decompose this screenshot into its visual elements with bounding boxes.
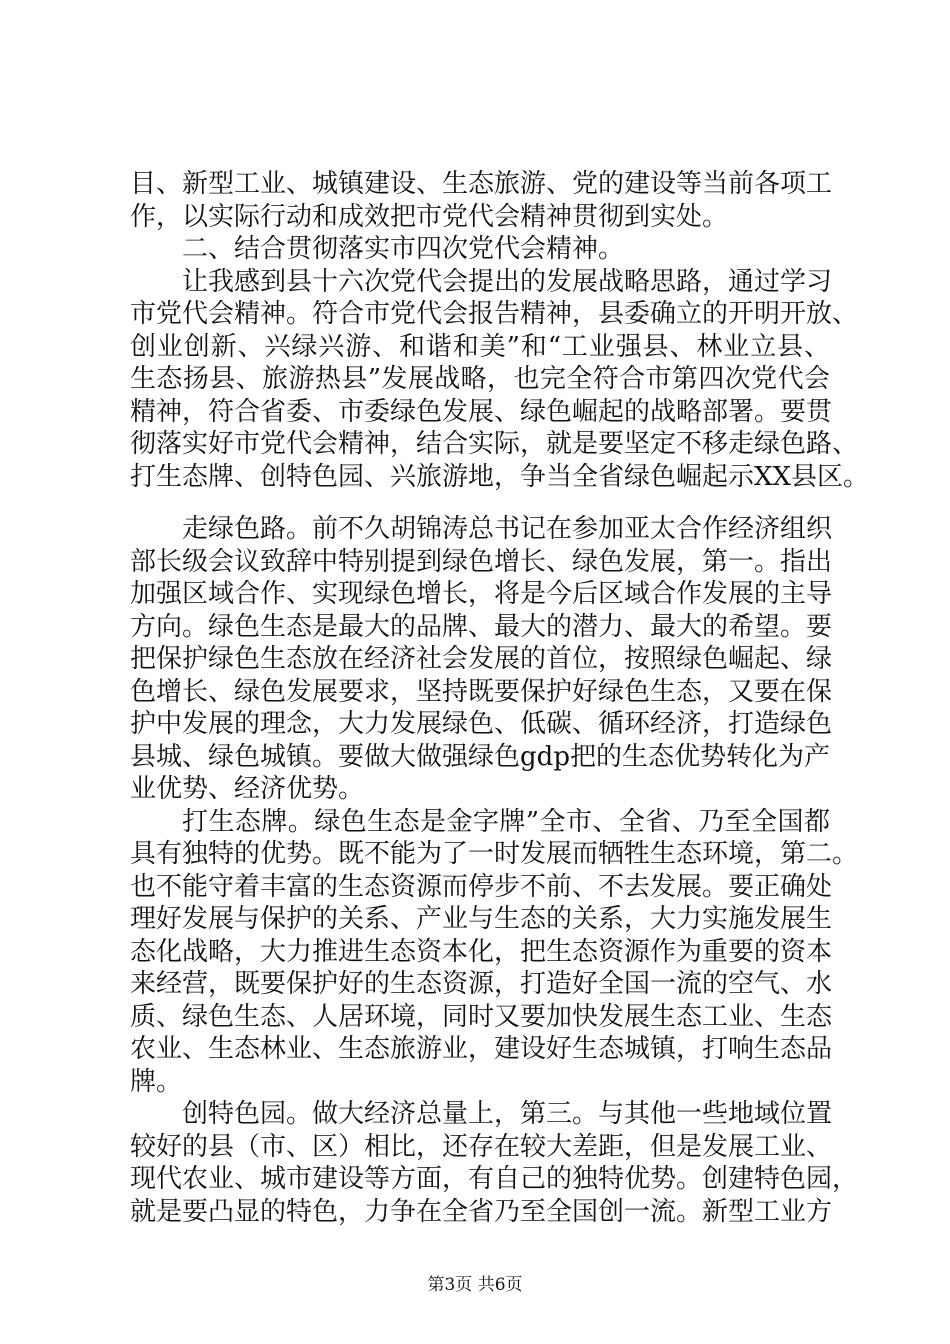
text-line: 就是要凸显的特色，力争在全省乃至全国创一流。新型工业方 [130,1196,833,1227]
text-line: 精神，符合省委、市委绿色发展、绿色崛起的战略部署。要贯 [130,396,833,427]
text-line: 来经营，既要保护好的生态资源，打造好全国一流的空气、水 [130,969,833,999]
text-line: 态化战略，大力推进生态资本化，把生态资源作为重要的资本 [130,936,833,967]
text-line: 也不能守着丰富的生态资源而停步不前、不去发展。要正确处 [130,871,833,902]
text-line: 质、绿色生态、人居环境，同时又要加快发展生态工业、生态 [130,1001,833,1032]
text-line: 让我感到县十六次党代会提出的发展战略思路，通过学习 [182,266,833,297]
text-line: 走绿色路。前不久胡锦涛总书记在参加亚太合作经济组织 [182,514,833,544]
text-line: 色增长、绿色发展要求，坚持既要保护好绿色生态，又要在保 [130,676,833,707]
text-line: 部长级会议致辞中特别提到绿色增长、绿色发展，第一。指出 [130,546,833,577]
text-line: 具有独特的优势。既不能为了一时发展而牺牲生态环境，第二。 [130,839,859,869]
document-body [130,168,870,1228]
text-line: 创特色园。做大经济总量上，第三。与其他一些地域位置 [182,1099,833,1129]
text-line: 作，以实际行动和成效把市党代会精神贯彻到实处。 [130,201,729,232]
text-line: 牌。 [130,1066,183,1097]
text-line: 加强区域合作、实现绿色增长，将是今后区域合作发展的主导 [130,579,833,609]
text-line: 农业、生态林业、生态旅游业，建设好生态城镇，打响生态品 [130,1034,833,1064]
text-line: 生态扬县、旅游热县”发展战略，也完全符合市第四次党代会 [130,364,830,394]
text-line: 把保护绿色生态放在经济社会发展的首位，按照绿色崛起、绿 [130,644,833,674]
paragraph-gap [130,493,830,513]
text-line: 方向。绿色生态是最大的品牌、最大的潜力、最大的希望。要 [130,611,833,642]
text-line: 打生态牌、创特色园、兴旅游地，争当全省绿色崛起示XX县区。 [130,461,870,492]
text-line: 业优势、经济优势。 [130,774,365,804]
text-line: 现代农业、城市建设等方面，有自己的独特优势。创建特色园， [130,1164,859,1194]
section-heading: 二、结合贯彻落实市四次党代会精神。 [182,234,625,264]
page-number-footer: 第3页 共6页 [427,1275,523,1295]
text-line: 较好的县（市、区）相比，还存在较大差距，但是发展工业、 [130,1131,833,1162]
text-line: 县城、绿色城镇。要做大做强绿色gdp把的生态优势转化为产 [130,741,830,772]
text-line: 理好发展与保护的关系、产业与生态的关系，大力实施发展生 [130,904,833,934]
text-line: 创业创新、兴绿兴游、和谐和美”和“工业强县、林业立县、 [130,331,830,362]
text-line: 目、新型工业、城镇建设、生态旅游、党的建设等当前各项工 [130,169,833,199]
text-line: 护中发展的理念，大力发展绿色、低碳、循环经济，打造绿色 [130,709,833,739]
text-line: 市党代会精神。符合市党代会报告精神，县委确立的开明开放、 [130,299,859,329]
text-line: 彻落实好市党代会精神，结合实际，就是要坚定不移走绿色路、 [130,429,859,459]
text-line: 打生态牌。绿色生态是金字牌”全市、全省、乃至全国都 [182,806,830,837]
